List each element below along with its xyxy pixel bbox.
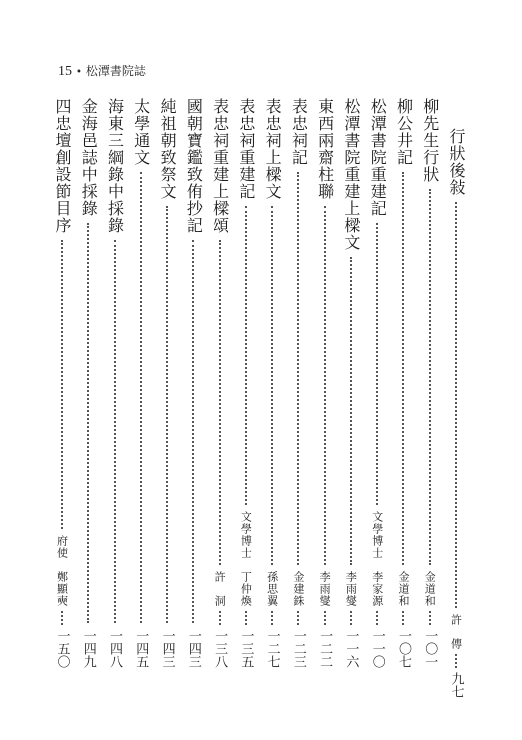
leader-dots bbox=[429, 611, 431, 625]
entry-title: 松潭書院重建記 bbox=[368, 98, 388, 217]
leader-dots bbox=[429, 189, 431, 565]
entry-page: 一三五 bbox=[238, 629, 254, 668]
entry-page: 一四三 bbox=[159, 629, 175, 668]
entry-title: 表忠祠上樑文 bbox=[263, 98, 283, 200]
entry-page: 一一六 bbox=[343, 629, 359, 668]
entry-author: 文學博士 丁仲煥 bbox=[239, 511, 253, 607]
entry-page: 一四五 bbox=[133, 629, 149, 668]
entry-page: 九七 bbox=[448, 672, 464, 698]
leader-dots bbox=[402, 172, 404, 565]
leader-dots bbox=[87, 223, 89, 623]
entry-author: 許 洞 bbox=[213, 571, 227, 607]
entry-author: 李雨燮 bbox=[344, 571, 358, 607]
entry-title: 表忠祠記 bbox=[289, 98, 309, 166]
entry-author: 府使 鄭顯奭 bbox=[55, 535, 69, 607]
toc-entry bbox=[260, 98, 284, 668]
header-separator: • bbox=[76, 67, 82, 78]
toc-entry bbox=[418, 98, 442, 668]
leader-dots bbox=[114, 240, 116, 623]
entry-title: 柳公井記 bbox=[394, 98, 414, 166]
toc-entry bbox=[155, 98, 179, 668]
entry-title: 海東三綱錄中採錄 bbox=[105, 98, 125, 234]
entry-page: 一二二 bbox=[317, 629, 333, 668]
toc-entry bbox=[313, 98, 337, 668]
toc-entry bbox=[50, 98, 74, 668]
toc-entry bbox=[444, 128, 468, 698]
entry-title: 四忠壇創設節目序 bbox=[53, 98, 72, 234]
leader-dots bbox=[376, 611, 378, 625]
leader-dots bbox=[271, 611, 273, 625]
leader-dots bbox=[61, 611, 63, 625]
toc-entry bbox=[129, 98, 153, 668]
leader-dots bbox=[297, 611, 299, 625]
leader-dots bbox=[350, 257, 352, 565]
entry-title: 金海邑誌中採錄 bbox=[79, 98, 99, 217]
leader-dots bbox=[297, 172, 299, 565]
entry-author: 孫思翼 bbox=[265, 571, 279, 607]
entry-author: 文學博士 李家源 bbox=[370, 511, 384, 607]
toc-entry bbox=[181, 98, 205, 668]
entry-title: 國朝寶鑑致侑抄記 bbox=[184, 98, 204, 234]
entry-page: 一五〇 bbox=[54, 629, 70, 668]
entry-page: 一〇七 bbox=[395, 629, 411, 668]
toc-entry bbox=[286, 98, 310, 668]
table-of-contents bbox=[50, 98, 468, 698]
entry-title: 表忠祠重建上樑頌 bbox=[210, 98, 230, 234]
entry-page: 一三八 bbox=[212, 629, 228, 668]
entry-title: 行狀後敍 bbox=[446, 128, 466, 196]
entry-page: 一一〇 bbox=[369, 629, 385, 668]
entry-page: 一四九 bbox=[80, 629, 96, 668]
leader-dots bbox=[455, 202, 457, 608]
entry-page: 一四八 bbox=[107, 629, 123, 668]
entry-page: 一二七 bbox=[264, 629, 280, 668]
entry-author: 李雨燮 bbox=[318, 571, 332, 607]
toc-entry bbox=[365, 98, 389, 668]
page-header bbox=[58, 62, 146, 80]
toc-entry bbox=[234, 98, 258, 668]
entry-title: 太學通文 bbox=[131, 98, 151, 166]
toc-entry bbox=[103, 98, 127, 668]
entry-title: 表忠祠重建記 bbox=[236, 98, 256, 200]
entry-title: 松潭書院重建上樑文 bbox=[341, 98, 361, 251]
toc-entry bbox=[76, 98, 100, 668]
leader-dots bbox=[324, 611, 326, 625]
leader-dots bbox=[402, 611, 404, 625]
entry-page: 一四三 bbox=[185, 629, 201, 668]
entry-title: 柳先生行狀 bbox=[420, 98, 440, 183]
page-number: 15 bbox=[58, 64, 72, 79]
leader-dots bbox=[245, 206, 247, 505]
leader-dots bbox=[271, 206, 273, 565]
entry-author: 金道和 bbox=[423, 571, 437, 607]
leader-dots bbox=[219, 240, 221, 565]
entry-author: 金道和 bbox=[396, 571, 410, 607]
leader-dots bbox=[245, 611, 247, 625]
toc-entry bbox=[339, 98, 363, 668]
entry-title: 純祖朝致祭文 bbox=[158, 98, 178, 200]
entry-author: 金建銖 bbox=[291, 571, 305, 607]
leader-dots bbox=[376, 223, 378, 505]
leader-dots bbox=[61, 240, 63, 529]
leader-dots bbox=[455, 654, 457, 668]
book-title: 松潭書院誌 bbox=[85, 64, 146, 78]
entry-page: 一二三 bbox=[290, 629, 306, 668]
entry-author: 許 傳 bbox=[449, 614, 463, 650]
leader-dots bbox=[324, 206, 326, 565]
toc-entry bbox=[208, 98, 232, 668]
leader-dots bbox=[219, 611, 221, 625]
leader-dots bbox=[140, 172, 142, 623]
entry-page: 一〇一 bbox=[422, 629, 438, 668]
entry-title: 東西兩齋柱聯 bbox=[315, 98, 335, 200]
leader-dots bbox=[192, 240, 194, 623]
leader-dots bbox=[350, 611, 352, 625]
toc-entry bbox=[391, 98, 415, 668]
leader-dots bbox=[166, 206, 168, 623]
